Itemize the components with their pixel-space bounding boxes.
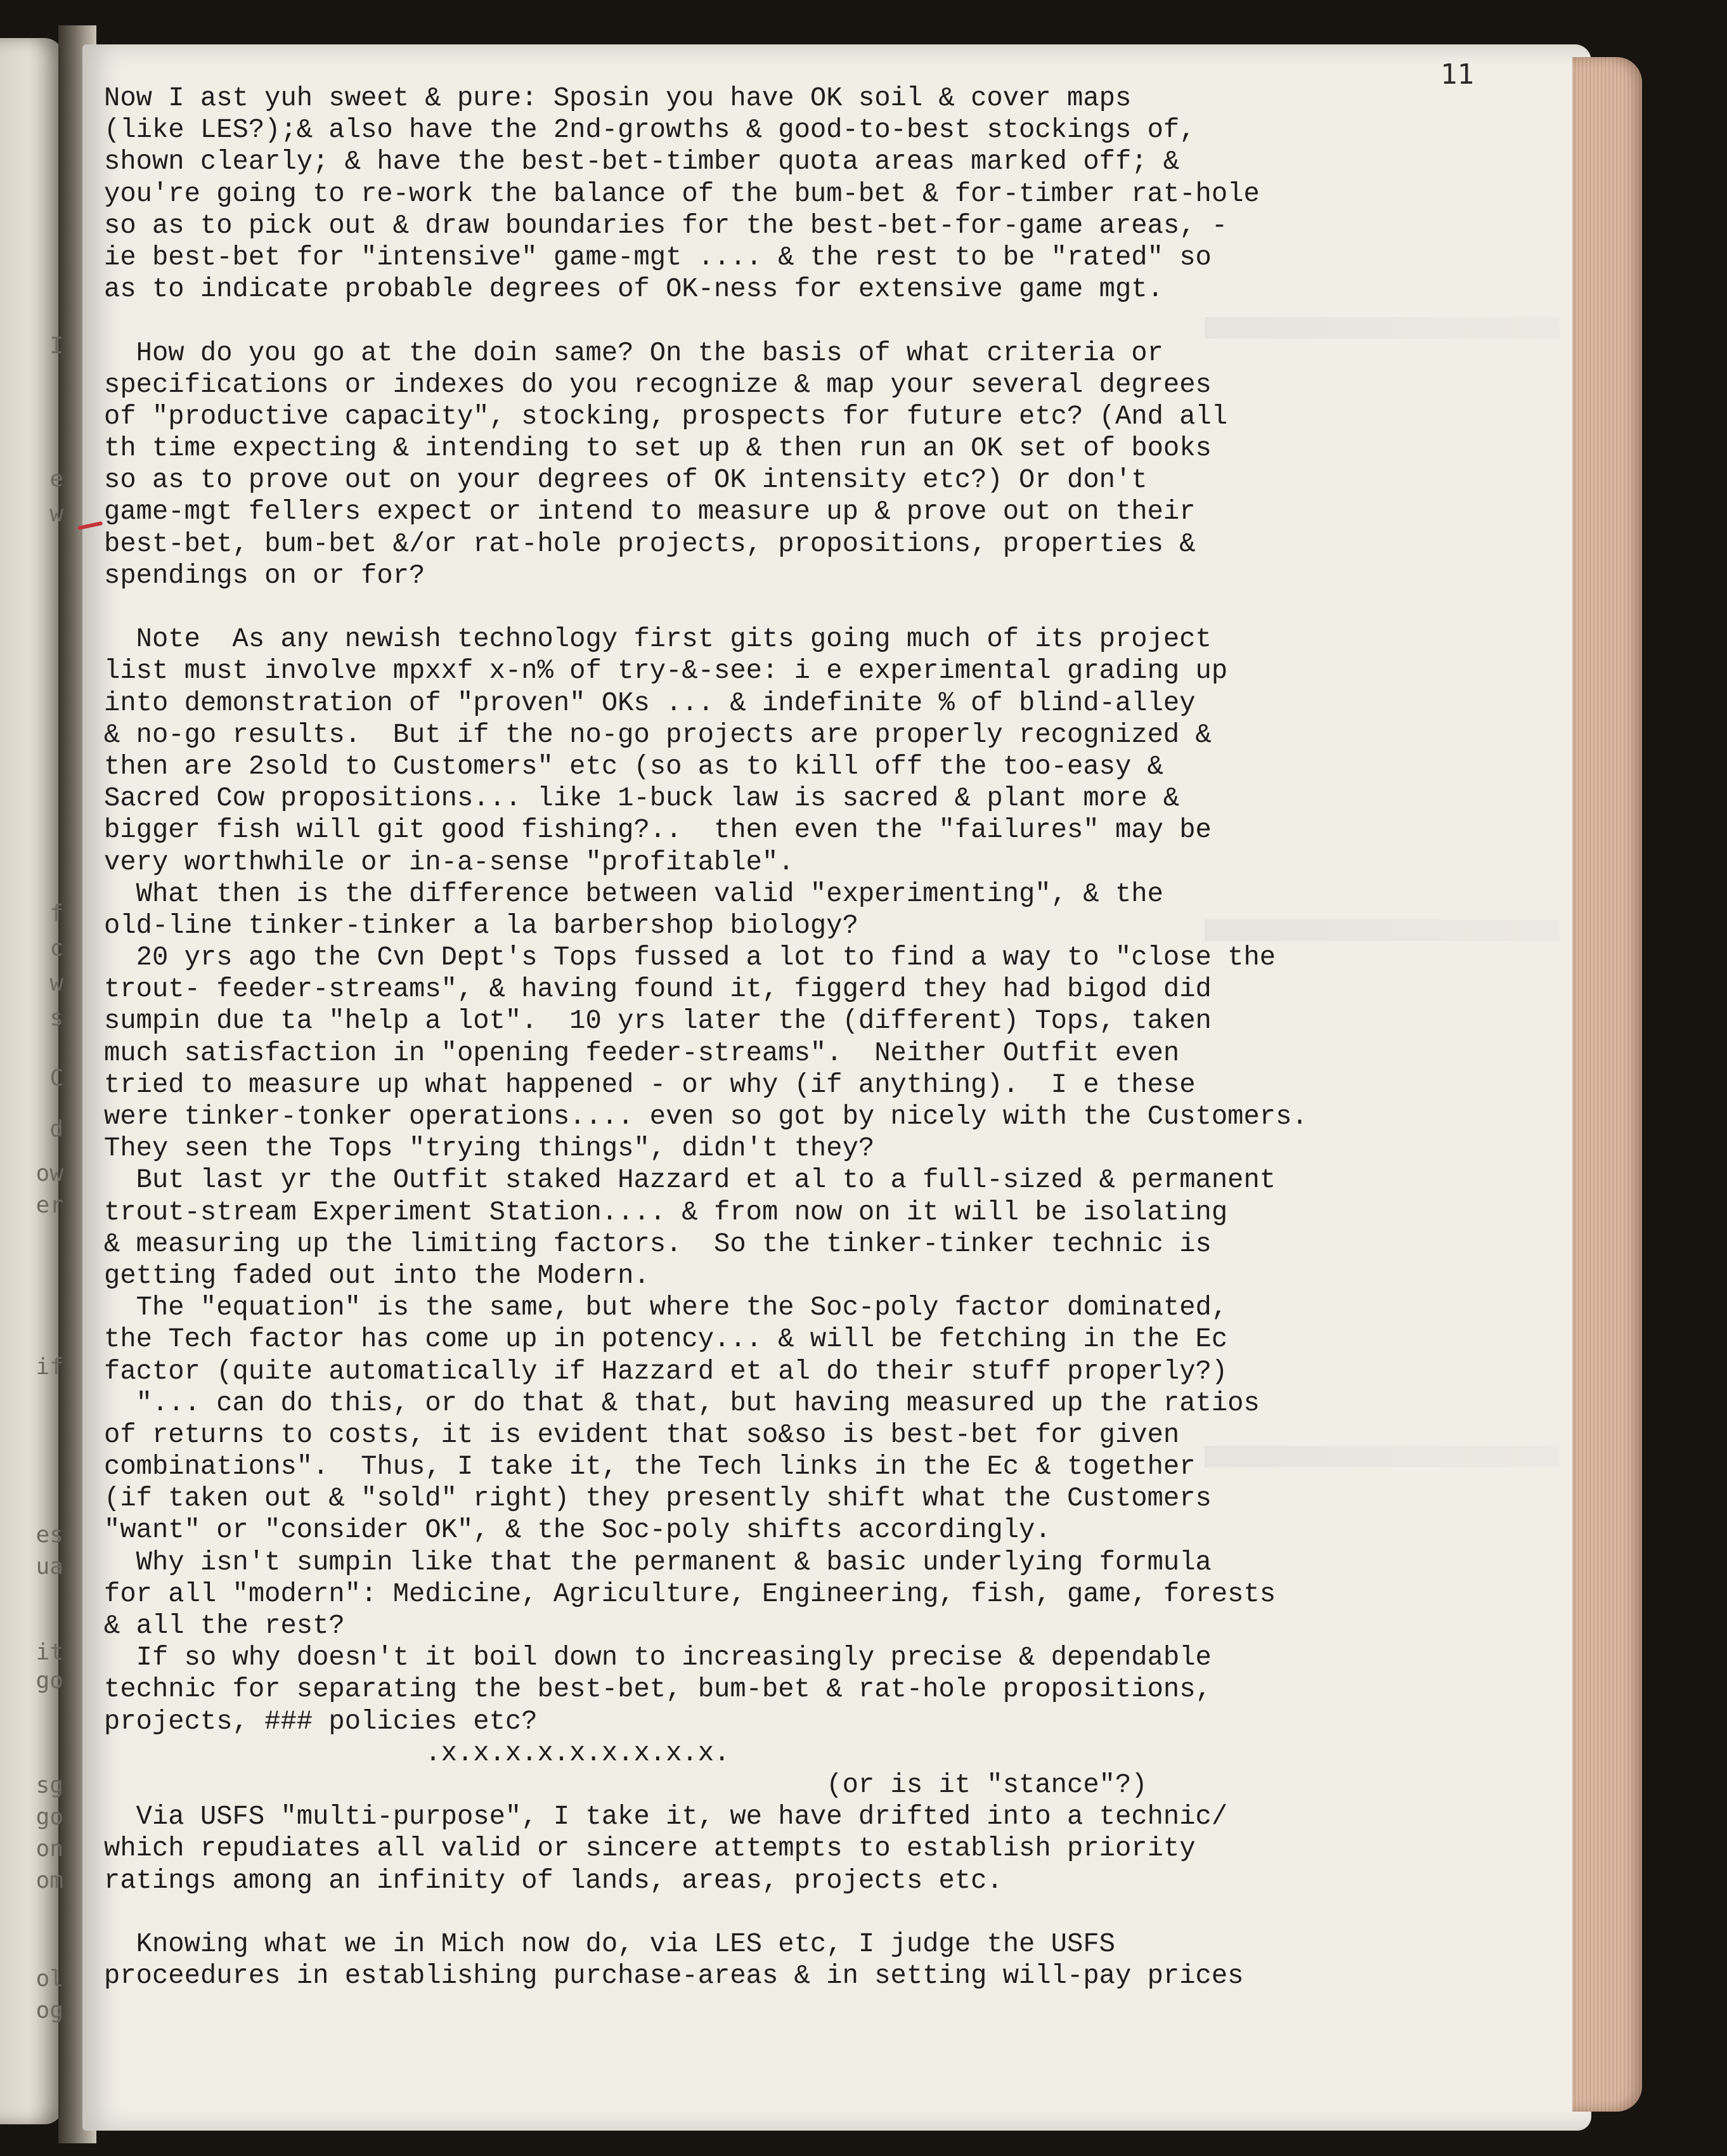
margin-mark: go xyxy=(36,1668,63,1694)
text-line: How do you go at the doin same? On the basis of what criteria or xyxy=(104,337,1163,368)
text-line: (like LES?);& also have the 2nd-growths & good-to-best stockings of, xyxy=(104,115,1196,146)
text-line: which repudiates all valid or sincere attempts to establish priority xyxy=(104,1833,1196,1864)
text-line: combinations". Thus, I take it, the Tech links in the Ec & together xyxy=(104,1451,1196,1483)
margin-mark: if xyxy=(36,1354,63,1380)
text-line: sumpin due ta "help a lot". 10 yrs later the (different) Tops, taken xyxy=(104,1006,1212,1037)
margin-mark: w xyxy=(49,501,63,527)
text-line: & all the rest? xyxy=(104,1611,345,1641)
text-line: "... can do this, or do that & that, but having measured up the ratios xyxy=(104,1387,1260,1419)
text-line: ratings among an infinity of lands, areas, projects etc. xyxy=(104,1865,1003,1896)
text-line: 20 yrs ago the Cvn Dept's Tops fussed a lot to find a way to "close the xyxy=(104,942,1276,973)
text-line: specifications or indexes do you recognize & map your several degrees xyxy=(104,369,1212,400)
text-line: If so why doesn't it boil down to increasingly precise & dependable xyxy=(104,1642,1212,1673)
text-line: th time expecting & intending to set up & then run an OK set of books xyxy=(104,433,1212,464)
text-line: (or is it "stance"?) xyxy=(104,1769,1148,1800)
text-line xyxy=(104,305,1530,337)
margin-mark: c xyxy=(49,935,63,961)
text-line: Knowing what we in Mich now do, via LES etc, I judge the USFS xyxy=(104,1928,1115,1959)
text-line: shown clearly; & have the best-bet-timber quota areas marked off; & xyxy=(104,146,1180,178)
text-line: Now I ast yuh sweet & pure: Sposin you have OK soil & cover maps xyxy=(104,83,1132,114)
margin-mark: e xyxy=(49,466,63,492)
text-line: Why isn't sumpin like that the permanent & basic underlying formula xyxy=(104,1547,1212,1578)
text-line: into demonstration of "proven" OKs ... & indefinite % of blind-alley xyxy=(104,687,1196,718)
text-line: Sacred Cow propositions... like 1-buck law is sacred & plant more & xyxy=(104,783,1180,814)
text-line: were tinker-tonker operations.... even so got by nicely with the Customers. xyxy=(104,1101,1308,1132)
text-line: proceedures in establishing purchase-areas & in setting will-pay prices xyxy=(104,1961,1244,1992)
margin-mark: ow xyxy=(36,1160,63,1186)
text-line: of "productive capacity", stocking, prospects for future etc? (And all xyxy=(104,401,1228,432)
margin-mark: on xyxy=(36,1836,63,1862)
text-line: projects, ### policies etc? xyxy=(104,1706,538,1737)
margin-mark: I xyxy=(49,333,63,359)
margin-mark: sg xyxy=(36,1772,63,1798)
text-line: They seen the Tops "trying things", didn't they? xyxy=(104,1133,875,1164)
text-line: list must involve mpxxf x-n% of try-&-see: i e experimental grading up xyxy=(104,656,1228,687)
text-line: very worthwhile or in-a-sense "profitable". xyxy=(104,847,794,878)
text-line: (if taken out & "sold" right) they presently shift what the Customers xyxy=(104,1483,1212,1514)
margin-mark: w xyxy=(49,970,63,996)
text-line: of returns to costs, it is evident that so&so is best-bet for given xyxy=(104,1419,1180,1450)
text-line: then are 2sold to Customers" etc (so as to kill off the too-easy & xyxy=(104,751,1163,782)
page-stack-edge xyxy=(1572,57,1642,2112)
text-line: trout-stream Experiment Station.... & from now on it will be isolating xyxy=(104,1197,1228,1228)
text-line: technic for separating the best-bet, bum-bet & rat-hole propositions, xyxy=(104,1674,1212,1705)
text-line: & measuring up the limiting factors. So the tinker-tinker technic is xyxy=(104,1228,1212,1259)
text-line: Note As any newish technology first gits going much of its project xyxy=(104,624,1212,655)
text-line: & no-go results. But if the no-go projects are properly recognized & xyxy=(104,719,1212,750)
margin-mark: og xyxy=(36,1997,63,2023)
text-line: trout- feeder-streams", & having found it, figgerd they had bigod did xyxy=(104,974,1212,1005)
text-line: What then is the difference between valid "experimenting", & the xyxy=(104,878,1163,909)
typed-body-text xyxy=(104,82,1530,1992)
margin-mark: C xyxy=(49,1065,63,1091)
margin-mark: ol xyxy=(36,1966,63,1992)
text-line: "want" or "consider OK", & the Soc-poly shifts accordingly. xyxy=(104,1515,1051,1546)
text-line: game-mgt fellers expect or intend to measure up & prove out on their xyxy=(104,497,1196,528)
margin-mark: f xyxy=(49,900,63,926)
text-line: tried to measure up what happened - or why (if anything). I e these xyxy=(104,1069,1196,1100)
text-line: you're going to re-work the balance of the bum-bet & for-timber rat-hole xyxy=(104,178,1260,209)
text-line: for all "modern": Medicine, Agriculture, Engineering, fish, game, forests xyxy=(104,1578,1276,1609)
margin-mark: om xyxy=(36,1867,63,1893)
text-line: as to indicate probable degrees of OK-ness for extensive game mgt. xyxy=(104,274,1163,305)
text-line: The "equation" is the same, but where the Soc-poly factor dominated, xyxy=(104,1292,1228,1323)
margin-mark: es xyxy=(36,1522,63,1548)
text-line: old-line tinker-tinker a la barbershop biology? xyxy=(104,910,858,941)
margin-mark: it xyxy=(36,1639,63,1665)
text-line: .x.x.x.x.x.x.x.x.x. xyxy=(104,1737,730,1769)
margin-mark: ua xyxy=(36,1554,63,1580)
text-line: ie best-bet for "intensive" game-mgt .... & the rest to be "rated" so xyxy=(104,242,1212,273)
margin-mark: s xyxy=(49,1005,63,1031)
text-line: getting faded out into the Modern. xyxy=(104,1260,650,1291)
text-line: much satisfaction in "opening feeder-streams". Neither Outfit even xyxy=(104,1037,1180,1068)
text-line: bigger fish will git good fishing?.. then even the "failures" may be xyxy=(104,815,1212,846)
text-line: so as to prove out on your degrees of OK intensity etc?) Or don't xyxy=(104,465,1148,496)
page-number: 11 xyxy=(1440,58,1474,91)
text-line: the Tech factor has come up in potency... & will be fetching in the Ec xyxy=(104,1324,1228,1355)
text-line xyxy=(104,1897,1530,1928)
margin-mark: go xyxy=(36,1804,63,1830)
text-line: spendings on or for? xyxy=(104,560,425,591)
margin-mark: d xyxy=(49,1116,63,1142)
text-line: best-bet, bum-bet &/or rat-hole projects, propositions, properties & xyxy=(104,528,1196,559)
text-line xyxy=(104,592,1530,623)
text-line: so as to pick out & draw boundaries for the best-bet-for-game areas, - xyxy=(104,210,1228,241)
text-line: Via USFS "multi-purpose", I take it, we have drifted into a technic/ xyxy=(104,1802,1228,1833)
margin-mark: er xyxy=(36,1192,63,1218)
text-line: factor (quite automatically if Hazzard et al do their stuff properly?) xyxy=(104,1356,1228,1387)
text-line: But last yr the Outfit staked Hazzard et al to a full-sized & permanent xyxy=(104,1165,1276,1196)
